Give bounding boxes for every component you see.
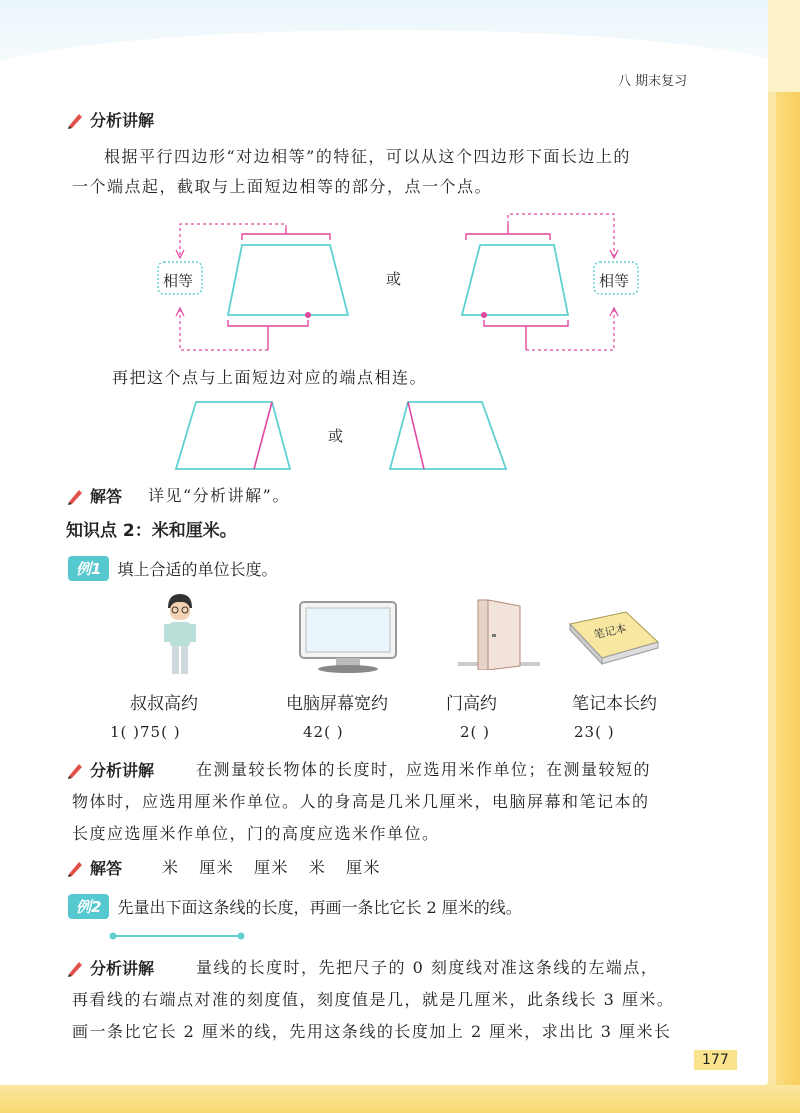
answer-text: 米 厘米 厘米 米 厘米 bbox=[162, 858, 382, 877]
paragraph-line: 根据平行四边形“对边相等”的特征，可以从这个四边形下面长边上的 bbox=[104, 147, 631, 166]
point-right bbox=[481, 312, 487, 318]
paragraph-line: 量线的长度时，先把尺子的 0 刻度线对准这条线的左端点， bbox=[196, 958, 659, 977]
paragraph-line: 在测量较长物体的长度时，应选用米作单位；在测量较短的 bbox=[196, 760, 652, 779]
example-1 bbox=[68, 556, 277, 581]
page-number: 177 bbox=[694, 1050, 737, 1070]
paragraph-line: 再把这个点与上面短边对应的端点相连。 bbox=[112, 368, 428, 387]
tag-label: 分析讲解 bbox=[90, 761, 155, 780]
measure-line bbox=[108, 930, 248, 942]
page-edge-decoration-inner bbox=[768, 92, 776, 1092]
bracket-bottom-right bbox=[484, 320, 568, 350]
chapter-title: 八 期末复习 bbox=[618, 74, 688, 89]
answer-tag bbox=[66, 856, 122, 879]
answer-text: 详见“分析讲解”。 bbox=[148, 486, 290, 505]
example-2 bbox=[68, 894, 522, 919]
example-prompt: 填上合适的单位长度。 bbox=[117, 560, 278, 579]
analysis-tag bbox=[66, 956, 154, 979]
or-text: 或 bbox=[328, 427, 344, 445]
tag-label: 解答 bbox=[90, 859, 123, 878]
blank-notebook[interactable]: 23( ) bbox=[574, 723, 615, 741]
paragraph-line: 物体时，应选用厘米作单位。人的身高是几米几厘米，电脑屏幕和笔记本的 bbox=[72, 792, 650, 811]
analysis-tag bbox=[66, 758, 154, 781]
page-bottom-decoration bbox=[0, 1085, 800, 1113]
caption-monitor: 电脑屏幕宽约 bbox=[286, 694, 388, 714]
tag-label: 分析讲解 bbox=[90, 959, 155, 978]
blank-monitor[interactable]: 42( ) bbox=[303, 723, 344, 741]
label-equal-left: 相等 bbox=[163, 272, 194, 290]
door-illustration bbox=[458, 598, 540, 670]
monitor-illustration bbox=[298, 600, 398, 674]
notebook-cover-text: 笔记本 bbox=[592, 621, 628, 642]
caption-uncle: 叔叔高约 bbox=[130, 694, 198, 714]
blank-uncle[interactable]: 1( )75( ) bbox=[110, 723, 181, 741]
pencil-icon bbox=[66, 486, 86, 506]
answer-tag bbox=[66, 484, 122, 507]
notebook-illustration bbox=[566, 610, 662, 666]
example-badge: 例1 bbox=[68, 556, 109, 581]
paragraph-line: 再看线的右端点对准的刻度值，刻度值是几，就是几厘米，此条线长 3 厘米。 bbox=[72, 990, 675, 1009]
paragraph-line: 一个端点起，截取与上面短边相等的部分，点一个点。 bbox=[72, 177, 493, 196]
paragraph-line: 长度应选厘米作单位，门的高度应选米作单位。 bbox=[72, 824, 440, 843]
uncle-illustration bbox=[160, 592, 200, 678]
bracket-top-right bbox=[466, 224, 550, 240]
caption-door: 门高约 bbox=[446, 694, 497, 714]
pencil-icon bbox=[66, 858, 86, 878]
knowledge-title: 知识点 2：米和厘米。 bbox=[66, 521, 237, 541]
bracket-top-left bbox=[242, 228, 330, 240]
paragraph-line: 画一条比它长 2 厘米的线，先用这条线的长度加上 2 厘米，求出比 3 厘米长 bbox=[72, 1022, 672, 1041]
tag-label: 解答 bbox=[90, 487, 123, 506]
tag-label: 分析讲解 bbox=[90, 111, 155, 130]
caption-notebook: 笔记本长约 bbox=[572, 694, 657, 714]
or-text: 或 bbox=[386, 270, 402, 288]
connected-trapezoids bbox=[170, 396, 520, 476]
trapezoid-right bbox=[462, 245, 568, 315]
example-prompt: 先量出下面这条线的长度，再画一条比它长 2 厘米的线。 bbox=[117, 898, 522, 917]
pencil-icon bbox=[66, 958, 86, 978]
point-left bbox=[305, 312, 311, 318]
example-badge: 例2 bbox=[68, 894, 109, 919]
bracket-bottom-left bbox=[228, 320, 308, 350]
analysis-tag bbox=[66, 108, 154, 131]
pencil-icon bbox=[66, 110, 86, 130]
label-equal-right: 相等 bbox=[599, 272, 630, 290]
pencil-icon bbox=[66, 760, 86, 780]
trapezoid-left bbox=[228, 245, 348, 315]
blank-door[interactable]: 2( ) bbox=[460, 723, 491, 741]
